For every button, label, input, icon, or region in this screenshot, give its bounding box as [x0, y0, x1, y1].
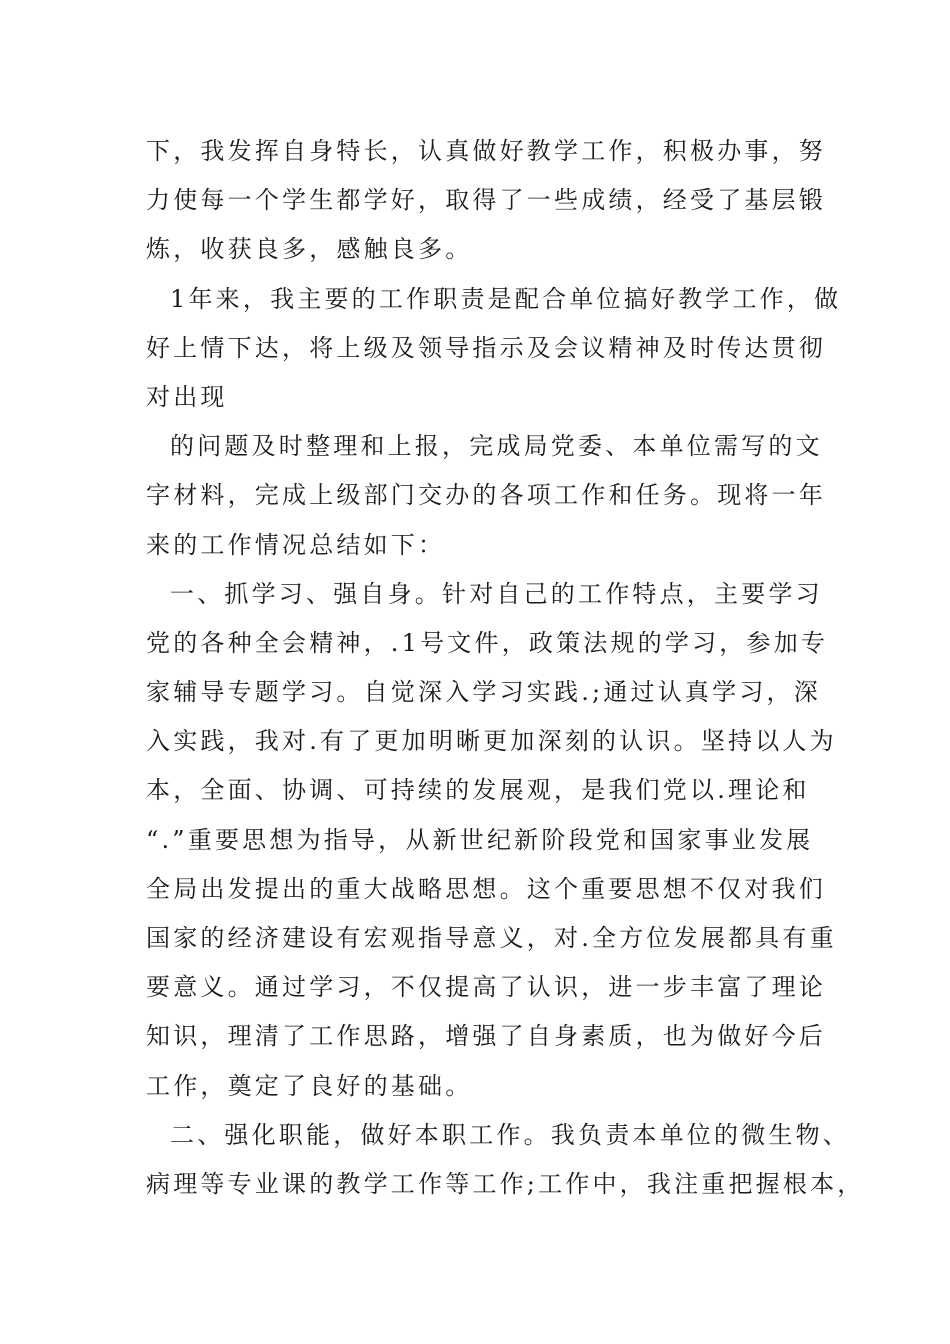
text-line: 病理等专业课的教学工作等工作;工作中，我注重把握根本，	[146, 1169, 865, 1198]
text-line: 对出现	[146, 382, 228, 411]
text-line: 炼，收获良多，感触良多。	[146, 235, 473, 264]
text-line: 二、强化职能，做好本职工作。我负责本单位的微生物、	[170, 1120, 850, 1149]
text-line: 要意义。通过学习，不仅提高了认识，进一步丰富了理论	[146, 973, 826, 1002]
text-line: 下，我发挥自身特长，认真做好教学工作，积极办事，努	[146, 137, 826, 165]
text-line: 全局出发提出的重大战略思想。这个重要思想不仅对我们	[146, 874, 826, 903]
text-line: 国家的经济建设有宏观指导意义，对.全方位发展都具有重	[146, 924, 837, 952]
text-line: 工作，奠定了良好的基础。	[146, 1071, 473, 1100]
text-line: 知识，理清了工作思路，增强了自身素质，也为做好今后	[146, 1022, 826, 1051]
text-line: 来的工作情况总结如下：	[146, 530, 446, 559]
text-line: 一、抓学习、强自身。针对自己的工作特点，主要学习	[170, 579, 823, 608]
text-line: 字材料，完成上级部门交办的各项工作和任务。现将一年	[146, 481, 826, 510]
text-line: 入实践，我对.有了更加明晰更加深刻的认识。坚持以人为	[146, 727, 837, 756]
text-line: 1年来，我主要的工作职责是配合单位搞好教学工作，做	[170, 284, 842, 313]
text-line: 党的各种全会精神，.1号文件，政策法规的学习，参加专	[146, 628, 829, 657]
text-line: 好上情下达，将上级及领导指示及会议精神及时传达贯彻	[146, 333, 826, 362]
text-line: 家辅导专题学习。自觉深入学习实践.;通过认真学习，深	[146, 678, 821, 707]
document-body	[146, 127, 865, 1209]
text-line: 本，全面、协调、可持续的发展观，是我们党以.理论和	[146, 776, 810, 805]
text-line: 力使每一个学生都学好，取得了一些成绩，经受了基层锻	[146, 186, 826, 215]
text-line: “.”重要思想为指导，从新世纪新阶段党和国家事业发展	[146, 825, 814, 854]
text-line: 的问题及时整理和上报，完成局党委、本单位需写的文	[170, 432, 823, 461]
